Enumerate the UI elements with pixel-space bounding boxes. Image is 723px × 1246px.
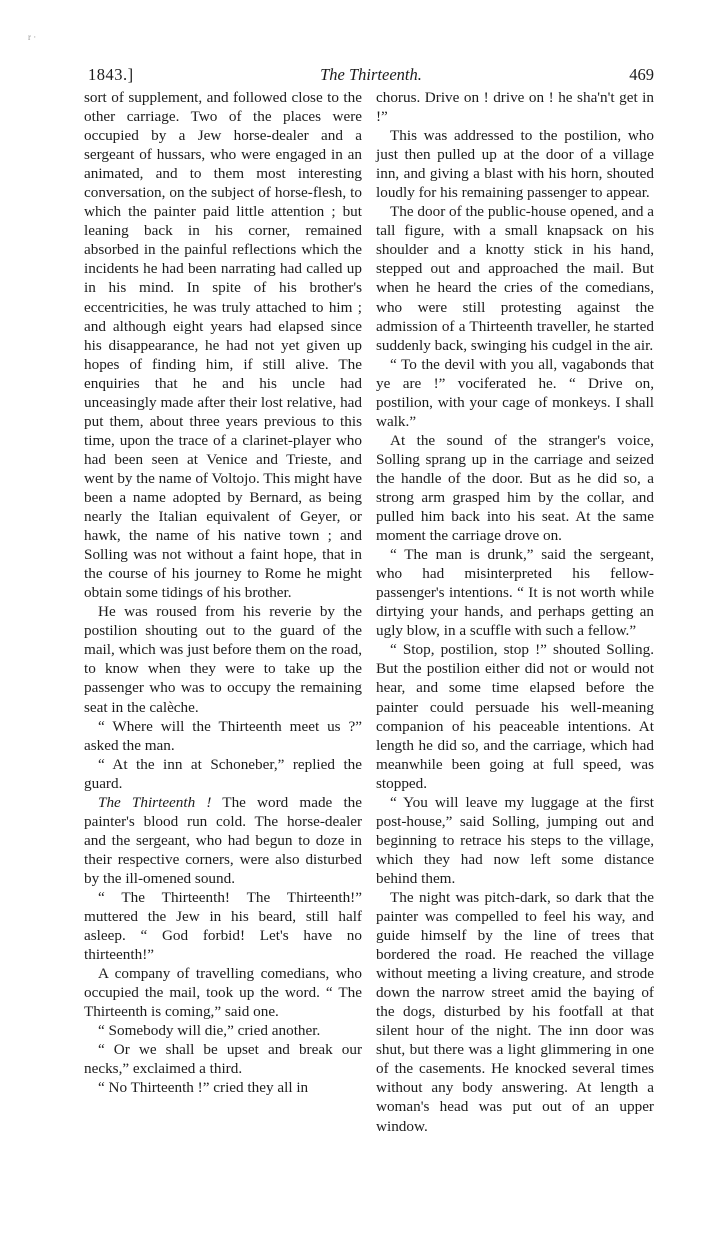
paragraph (376, 640, 654, 792)
header-year: 1843.] (88, 65, 134, 84)
paragraph (376, 88, 654, 126)
paragraph-text: “ To the devil with you all, vagabonds that ye are !” vociferated he. “ Drive on, postilion, with your cage of monkeys. I shall walk.” (376, 355, 654, 430)
paragraph (84, 88, 362, 602)
paragraph (84, 1040, 362, 1078)
left-column (84, 88, 362, 1097)
paragraph-text: The night was pitch-dark, so dark that the painter was compelled to feel his way, and guide himself by the line of trees that bordered the road. He reached the village without meeting a living creature, and strode down the narrow street amid the baying of the dogs, disturbed by his footfall at that silent hour of the night. The inn door was shut, but there was a light glimmering in one of the casements. He knocked several times without any body answering. At length a woman's head was put out of an upper window. (376, 888, 654, 1135)
corner-mark: r · (28, 32, 37, 42)
paragraph-text: “ The man is drunk,” said the sergeant, who had misinterpreted his fellow-passenger's intentions. “ It is not worth while dirtying your hands, and perhaps getting an ugly blow, in a scuffle with such a fellow.” (376, 546, 654, 640)
running-header (88, 63, 654, 87)
paragraph (376, 793, 654, 888)
paragraph-text: “ You will leave my luggage at the first post-house,” said Solling, jumping out and beginning to retrace his steps to the village, which they had now left some distance behind them. (376, 793, 654, 887)
paragraph-text: “ At the inn at Schoneber,” replied the guard. (84, 755, 362, 792)
paragraph-text: “ The Thirteenth! The Thirteenth!” muttered the Jew in his beard, still half asleep. “ God forbid! Let's have no thirteenth!” (84, 888, 362, 964)
paragraph (84, 717, 362, 755)
page-number: 469 (629, 65, 654, 84)
paragraph (376, 431, 654, 545)
paragraph-text: “ Or we shall be upset and break our necks,” exclaimed a third. (84, 1041, 362, 1078)
header-title: The Thirteenth. (320, 65, 422, 84)
paragraph-text: “ Stop, postilion, stop !” shouted Solling. But the postilion either did not or would not hear, and some time elapsed before the painter could persuade his well-meaning companion of his peaceable intentions. At length he did so, and the carriage, which had meanwhile been going at full speed, was stopped. (376, 641, 654, 792)
paragraph (84, 1021, 362, 1040)
paragraph-text: At the sound of the stranger's voice, Solling sprang up in the carriage and seized the handle of the door. But as he did so, a strong arm grasped him by the collar, and pulled him back into his seat. At the same moment the carriage drove on. (376, 431, 654, 545)
italic-lead: The Thirteenth ! (98, 793, 212, 811)
paragraph-text: He was roused from his reverie by the postilion shouting out to the guard of the mail, which was just before them on the road, to know when they were to take up the passenger who was to occupy the remaining seat in the calèche. (84, 603, 362, 716)
paragraph (84, 755, 362, 793)
right-column (376, 88, 654, 1136)
paragraph (84, 793, 362, 888)
paragraph-text: The door of the public-house opened, and a tall figure, with a small knapsack on his shoulder and a knotty stick in his hand, stepped out and approached the mail. But when he heard the cries of the comedians, who were still protesting against the admission of a Thirteenth traveller, he started suddenly back, swinging his cudgel in the air. (376, 203, 655, 354)
paragraph-text: This was addressed to the postilion, who just then pulled up at the door of a village inn, and giving a blast with his horn, shouted loudly for his remaining passenger to appear. (376, 127, 654, 202)
paragraph (376, 888, 654, 1136)
paragraph (84, 1078, 362, 1097)
paragraph-text: A company of travelling comedians, who occupied the mail, took up the word. “ The Thirteenth is coming,” said one. (84, 965, 362, 1021)
paragraph (376, 545, 654, 640)
paragraph (376, 355, 654, 431)
paragraph-text: “ Where will the Thirteenth meet us ?” asked the man. (84, 717, 362, 754)
paragraph-text: sort of supplement, and followed close to the other carriage. Two of the places were occupied by a Jew horse-dealer and a sergeant of hussars, who were engaged in an animated, and to them most interesting conversation, on the subject of horse-flesh, to which the painter paid little attention ; but leaning back in his corner, remained absorbed in the painful reflections which the incidents he had been narrating had called up in his mind. In spite of his brother's eccentricities, he was truly attached to him ; and although eight years had elapsed since his disappearance, he had not yet given up hopes of finding him, if still alive. The enquiries that he and his uncle had unceasingly made after their lost relative, had put them, about three years previous to this time, upon the trace of a clarinet-player who had been seen at Venice and Trieste, and went by the name of Voltojo. This might have been a name adopted by Bernard, as being nearly the Italian equivalent of Geyer, or hawk, the name of his native town ; and Solling was not without a faint hope, that in the course of his journey to Rome he might obtain some tidings of his brother. (84, 89, 362, 602)
paragraph (84, 602, 362, 716)
paragraph-text: The word made the painter's blood run cold. The horse-dealer and the sergeant, who had begun to doze in their respective corners, were also disturbed by the ill-omened sound. (84, 793, 362, 887)
paragraph (376, 126, 654, 202)
paragraph (376, 202, 654, 354)
paragraph-text: “ Somebody will die,” cried another. (98, 1022, 321, 1040)
paragraph-text: “ No Thirteenth !” cried they all in (98, 1079, 309, 1097)
paragraph (84, 964, 362, 1021)
paragraph (84, 888, 362, 964)
paragraph-text: chorus. Drive on ! drive on ! he sha'n't get in !” (376, 89, 654, 126)
